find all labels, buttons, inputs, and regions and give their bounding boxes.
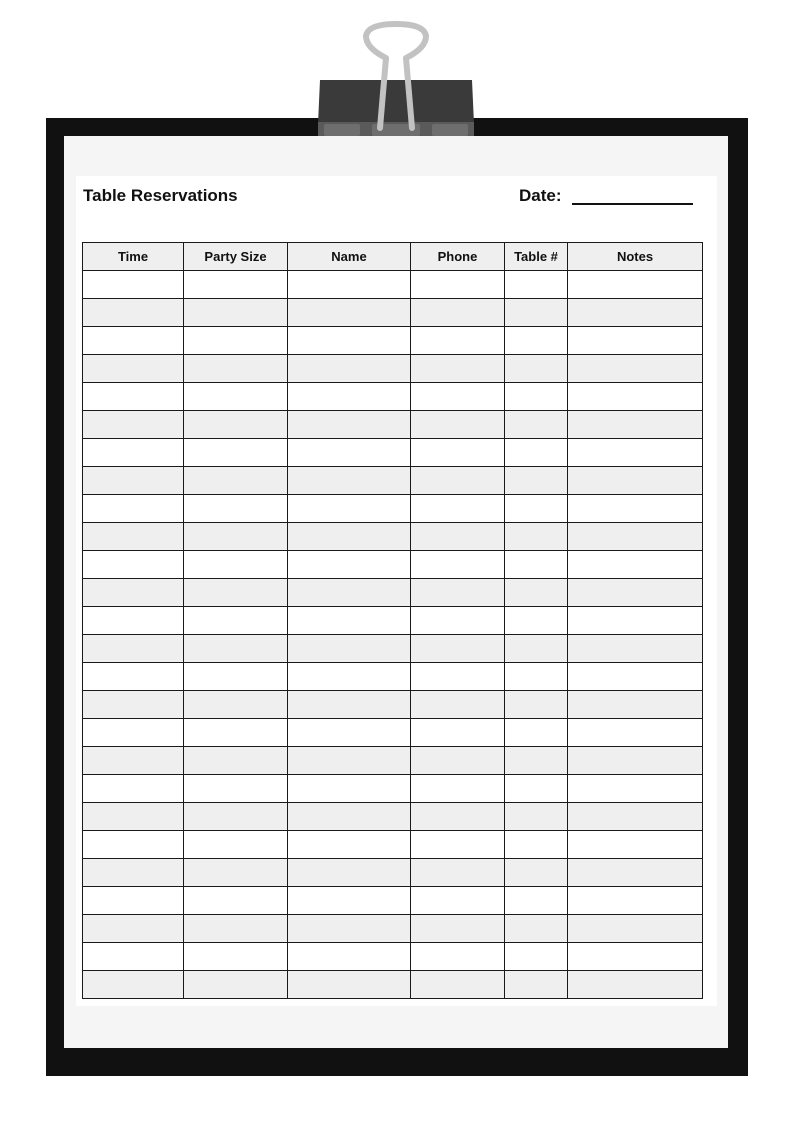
table-row [83,971,703,999]
date-label: Date: [519,186,562,205]
table-cell[interactable] [568,551,703,579]
table-cell[interactable] [288,887,411,915]
table-cell[interactable] [83,663,184,691]
table-cell[interactable] [505,803,568,831]
table-row [83,327,703,355]
table-cell[interactable] [288,831,411,859]
table-cell[interactable] [568,859,703,887]
table-row [83,439,703,467]
table-cell[interactable] [411,271,505,299]
reservations-table [82,242,703,999]
table-header-row [83,243,703,271]
table-cell[interactable] [505,467,568,495]
table-cell[interactable] [288,411,411,439]
table-cell[interactable] [288,523,411,551]
table-cell[interactable] [411,719,505,747]
table-cell[interactable] [184,607,288,635]
table-cell[interactable] [568,467,703,495]
table-cell[interactable] [411,915,505,943]
table-row [83,859,703,887]
table-cell[interactable] [411,971,505,999]
table-cell[interactable] [184,355,288,383]
table-cell[interactable] [505,439,568,467]
table-cell[interactable] [184,411,288,439]
table-cell[interactable] [505,607,568,635]
table-cell[interactable] [288,467,411,495]
table-cell[interactable] [505,943,568,971]
table-cell[interactable] [505,915,568,943]
table-row [83,467,703,495]
table-cell[interactable] [411,439,505,467]
table-row [83,383,703,411]
table-cell[interactable] [288,579,411,607]
table-cell[interactable] [568,803,703,831]
table-cell[interactable] [411,327,505,355]
table-cell[interactable] [411,383,505,411]
table-row [83,523,703,551]
table-cell[interactable] [505,495,568,523]
table-cell[interactable] [184,383,288,411]
table-cell[interactable] [568,719,703,747]
table-cell[interactable] [184,299,288,327]
table-cell[interactable] [83,915,184,943]
table-cell[interactable] [288,775,411,803]
table-cell[interactable] [411,775,505,803]
table-cell[interactable] [568,971,703,999]
table-row [83,663,703,691]
table-cell[interactable] [568,607,703,635]
table-row [83,551,703,579]
table-cell[interactable] [411,943,505,971]
table-cell[interactable] [184,803,288,831]
table-cell[interactable] [184,327,288,355]
column-header-time: Time [83,243,184,271]
table-cell[interactable] [505,579,568,607]
table-cell[interactable] [505,383,568,411]
table-cell[interactable] [505,355,568,383]
table-cell[interactable] [411,747,505,775]
table-cell[interactable] [568,355,703,383]
table-cell[interactable] [288,551,411,579]
table-cell[interactable] [505,663,568,691]
table-cell[interactable] [83,523,184,551]
table-cell[interactable] [184,747,288,775]
table-cell[interactable] [288,271,411,299]
table-cell[interactable] [184,691,288,719]
table-cell[interactable] [83,551,184,579]
table-cell[interactable] [505,271,568,299]
table-cell[interactable] [568,579,703,607]
table-cell[interactable] [83,719,184,747]
table-cell[interactable] [83,383,184,411]
table-cell[interactable] [184,579,288,607]
table-cell[interactable] [505,831,568,859]
table-cell[interactable] [184,495,288,523]
table-cell[interactable] [83,747,184,775]
table-cell[interactable] [83,775,184,803]
table-row [83,915,703,943]
table-cell[interactable] [184,775,288,803]
table-cell[interactable] [505,775,568,803]
table-cell[interactable] [568,411,703,439]
table-cell[interactable] [568,383,703,411]
table-row [83,719,703,747]
table-cell[interactable] [83,495,184,523]
table-cell[interactable] [568,299,703,327]
table-row [83,691,703,719]
table-cell[interactable] [83,831,184,859]
table-cell[interactable] [568,887,703,915]
table-cell[interactable] [568,635,703,663]
table-cell[interactable] [288,439,411,467]
table-cell[interactable] [288,915,411,943]
table-cell[interactable] [568,747,703,775]
table-cell[interactable] [83,579,184,607]
table-cell[interactable] [411,523,505,551]
table-cell[interactable] [411,859,505,887]
table-cell[interactable] [568,439,703,467]
table-cell[interactable] [505,299,568,327]
table-row [83,943,703,971]
table-cell[interactable] [184,915,288,943]
table-cell[interactable] [184,887,288,915]
table-cell[interactable] [184,663,288,691]
table-cell[interactable] [411,887,505,915]
table-cell[interactable] [411,691,505,719]
table-cell[interactable] [184,719,288,747]
table-cell[interactable] [83,607,184,635]
table-cell[interactable] [83,971,184,999]
table-row [83,271,703,299]
table-row [83,411,703,439]
table-cell[interactable] [568,915,703,943]
table-cell[interactable] [505,551,568,579]
table-cell[interactable] [411,299,505,327]
table-cell[interactable] [288,383,411,411]
table-cell[interactable] [505,327,568,355]
table-cell[interactable] [83,803,184,831]
table-cell[interactable] [184,439,288,467]
table-cell[interactable] [83,411,184,439]
table-cell[interactable] [411,607,505,635]
table-cell[interactable] [83,859,184,887]
table-cell[interactable] [288,327,411,355]
table-cell[interactable] [288,663,411,691]
table-row [83,747,703,775]
table-cell[interactable] [83,299,184,327]
table-row [83,887,703,915]
table-cell[interactable] [83,635,184,663]
table-cell[interactable] [411,551,505,579]
table-cell[interactable] [411,803,505,831]
table-cell[interactable] [505,691,568,719]
table-row [83,299,703,327]
table-cell[interactable] [505,971,568,999]
table-cell[interactable] [184,523,288,551]
table-cell[interactable] [83,439,184,467]
table-cell[interactable] [505,411,568,439]
table-cell[interactable] [288,803,411,831]
table-row [83,607,703,635]
table-cell[interactable] [568,495,703,523]
table-row [83,803,703,831]
column-header-party-size: Party Size [184,243,288,271]
table-row [83,495,703,523]
table-cell[interactable] [184,859,288,887]
table-cell[interactable] [505,523,568,551]
date-field[interactable] [572,203,693,205]
table-cell[interactable] [568,831,703,859]
table-cell[interactable] [288,691,411,719]
table-cell[interactable] [288,635,411,663]
table-cell[interactable] [288,355,411,383]
table-cell[interactable] [184,467,288,495]
table-cell[interactable] [288,859,411,887]
table-cell[interactable] [288,747,411,775]
table-cell[interactable] [505,887,568,915]
table-cell[interactable] [505,719,568,747]
table-cell[interactable] [568,775,703,803]
table-row [83,355,703,383]
table-row [83,831,703,859]
table-cell[interactable] [184,971,288,999]
column-header-phone: Phone [411,243,505,271]
table-cell[interactable] [411,467,505,495]
table-cell[interactable] [83,271,184,299]
table-cell[interactable] [83,467,184,495]
table-cell[interactable] [568,271,703,299]
table-cell[interactable] [83,327,184,355]
binder-clip-icon [316,20,476,138]
table-cell[interactable] [411,635,505,663]
table-cell[interactable] [288,719,411,747]
table-cell[interactable] [83,943,184,971]
table-cell[interactable] [568,691,703,719]
table-cell[interactable] [568,523,703,551]
table-cell[interactable] [411,663,505,691]
table-cell[interactable] [568,943,703,971]
table-cell[interactable] [184,943,288,971]
table-cell[interactable] [288,943,411,971]
table-cell[interactable] [505,747,568,775]
table-cell[interactable] [83,887,184,915]
column-header-table-number: Table # [505,243,568,271]
table-cell[interactable] [288,607,411,635]
table-row [83,635,703,663]
table-cell[interactable] [288,495,411,523]
table-cell[interactable] [184,271,288,299]
table-cell[interactable] [505,859,568,887]
table-cell[interactable] [568,327,703,355]
table-cell[interactable] [411,579,505,607]
table-cell[interactable] [411,831,505,859]
table-row [83,579,703,607]
table-cell[interactable] [288,299,411,327]
table-row [83,775,703,803]
table-cell[interactable] [411,355,505,383]
table-cell[interactable] [83,691,184,719]
column-header-name: Name [288,243,411,271]
page-title: Table Reservations [83,186,238,205]
column-header-notes: Notes [568,243,703,271]
table-cell[interactable] [568,663,703,691]
table-cell[interactable] [184,551,288,579]
table-cell[interactable] [505,635,568,663]
table-cell[interactable] [184,635,288,663]
table-cell[interactable] [83,355,184,383]
table-cell[interactable] [411,495,505,523]
table-cell[interactable] [184,831,288,859]
table-cell[interactable] [411,411,505,439]
table-cell[interactable] [288,971,411,999]
